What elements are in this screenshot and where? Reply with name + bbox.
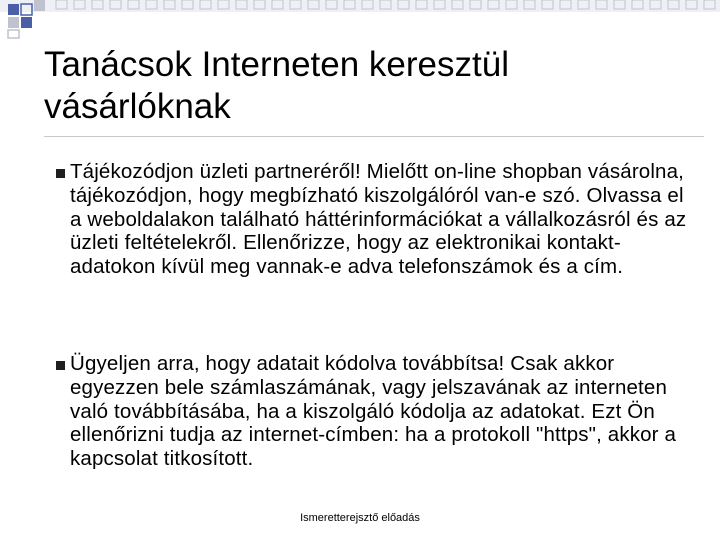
slide-title: Tanácsok Interneten keresztül vásárlóknak — [44, 45, 509, 126]
title-divider — [44, 136, 704, 137]
square-bullet-icon — [56, 169, 65, 178]
square-bullet-icon — [56, 361, 65, 370]
slide-footer: Ismeretterejsztő előadás — [300, 512, 420, 524]
bullet-text: Ügyeljen arra, hogy adatait kódolva továbbítsa! Csak akkor egyezzen bele számlaszámának, vagy jelszavának az interneten való továbbításába, ha a kiszolgáló kódolja az adatokat. Ezt Ön ellenőrizni tudja az internet-címben: ha a protokoll "https", akkor a kapcsolat titkosított. — [70, 352, 677, 471]
bullet-text: Tájékozódjon üzleti partneréről! Mielőtt on-line shopban vásárolna, tájékozódjon, hogy megbízható kiszolgálóról van-e szó. Olvassa el a weboldalakon található háttérinformációkat a vállalkozásról és az üzleti feltételekről. Ellenőrizze, hogy az elektronikai kontakt-adatokon kívül meg vannak-e adva telefonszámok és a cím. — [70, 160, 687, 279]
corner-squares-decoration — [0, 0, 720, 40]
